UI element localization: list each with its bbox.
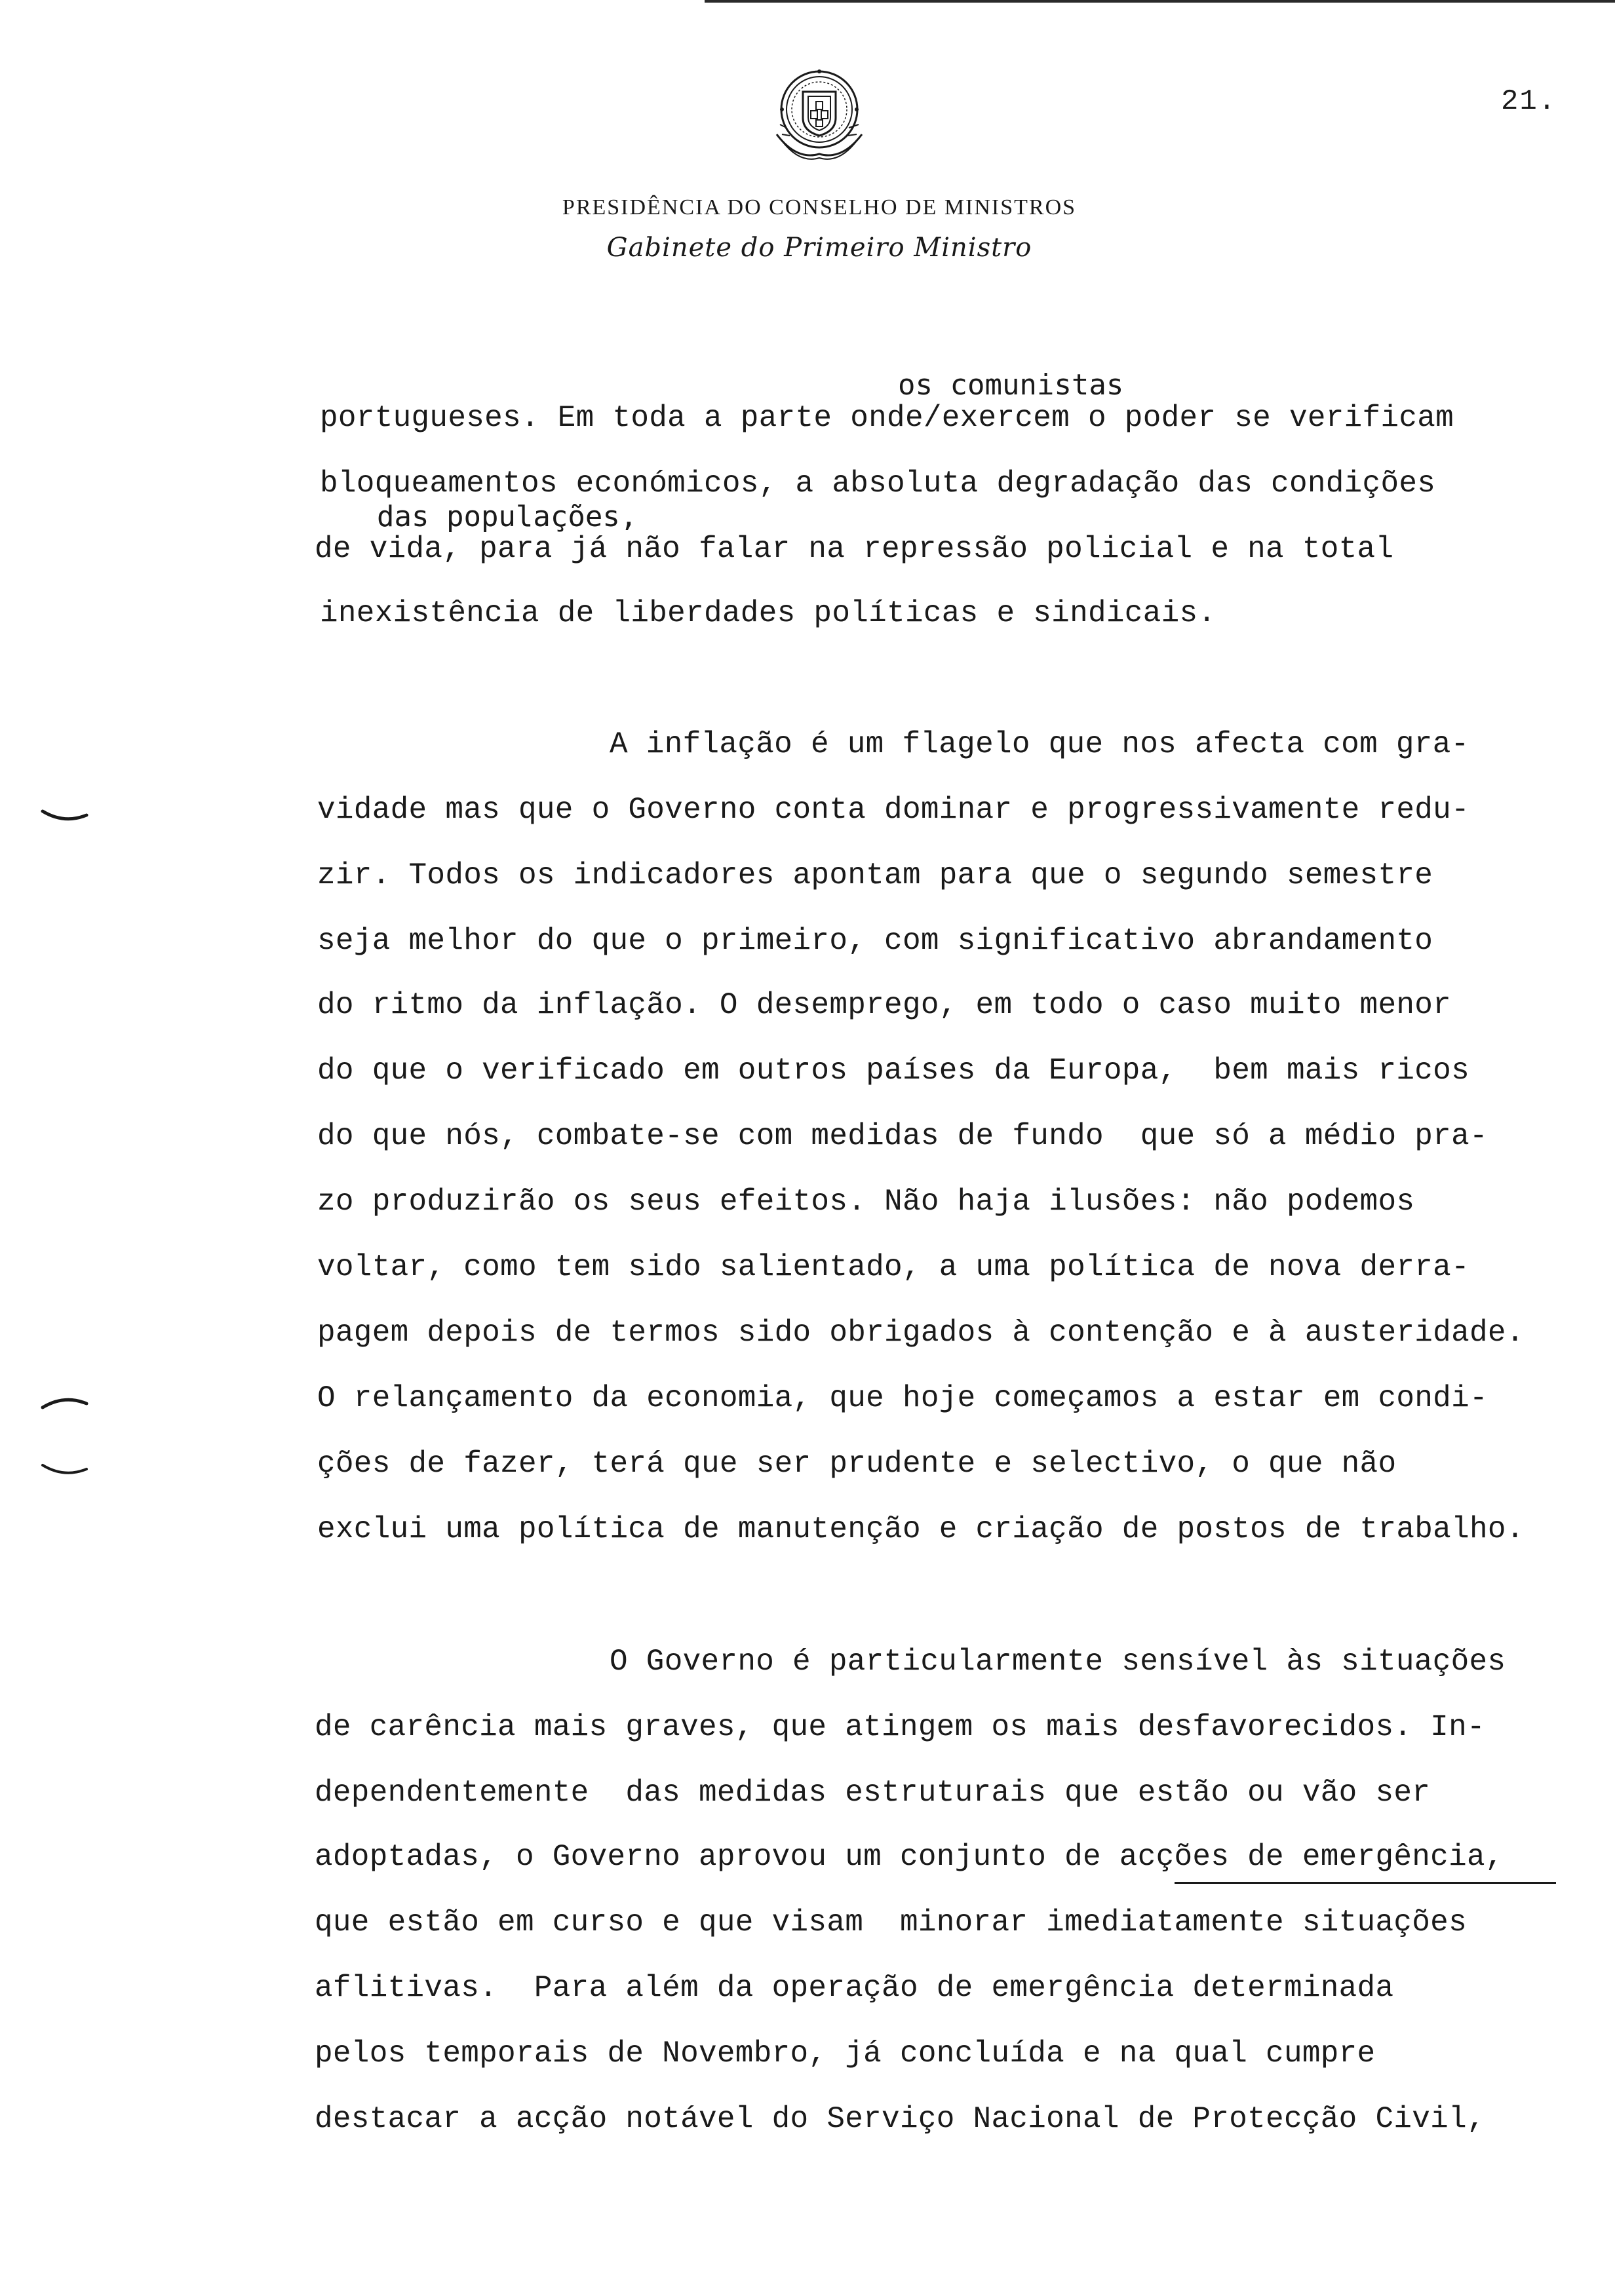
body-text-line: do que nós, combate-se com medidas de fundo que só a médio pra- <box>317 1119 1488 1153</box>
body-text-line: zo produzirão os seus efeitos. Não haja ilusões: não podemos <box>317 1185 1415 1219</box>
body-text-line: do ritmo da inflação. O desemprego, em todo o caso muito menor <box>317 988 1452 1022</box>
body-text-line: bloqueamentos económicos, a absoluta degradação das condições <box>320 467 1436 501</box>
body-text-line: do que o verificado em outros países da Europa, bem mais ricos <box>317 1054 1469 1088</box>
body-text-line: pagem depois de termos sido obrigados à contenção e à austeridade. <box>317 1316 1525 1350</box>
margin-bracket-mark <box>39 806 92 832</box>
body-text-line: seja melhor do que o primeiro, com significativo abrandamento <box>317 924 1433 958</box>
body-text-line: destacar a acção notável do Serviço Nacional de Protecção Civil, <box>315 2102 1485 2136</box>
handwritten-underline <box>1175 1882 1556 1884</box>
body-text-line: ções de fazer, terá que ser prudente e selectivo, o que não <box>317 1447 1397 1481</box>
margin-bracket-mark <box>39 1388 92 1414</box>
body-text-line: zir. Todos os indicadores apontam para que o segundo semestre <box>317 858 1433 892</box>
body-text-line: adoptadas, o Governo aprovou um conjunto de acções de emergência, <box>315 1840 1504 1874</box>
body-text-line: O relançamento da economia, que hoje começamos a estar em condi- <box>317 1381 1488 1415</box>
handwritten-insertion: das populações, <box>377 500 638 533</box>
page-number: 21. <box>1501 85 1557 118</box>
body-text-line: vidade mas que o Governo conta dominar e progressivamente redu- <box>317 793 1469 827</box>
body-text-line: inexistência de liberdades políticas e sindicais. <box>320 596 1216 630</box>
body-text-line: pelos temporais de Novembro, já concluída e na qual cumpre <box>315 2037 1376 2071</box>
margin-bracket-mark <box>39 1460 92 1486</box>
body-text-line: A inflação é um flagelo que nos afecta com gra- <box>610 727 1469 761</box>
body-text-line: exclui uma política de manutenção e criação de postos de trabalho. <box>317 1512 1525 1546</box>
body-text-line: dependentemente das medidas estruturais que estão ou vão ser <box>315 1776 1431 1810</box>
body-text-line: portugueses. Em toda a parte onde/exercem o poder se verificam <box>320 401 1454 435</box>
institution-heading: PRESIDÊNCIA DO CONSELHO DE MINISTROS <box>562 195 1077 220</box>
body-text-line: aflitivas. Para além da operação de emergência determinada <box>315 1971 1394 2005</box>
body-text-line: de carência mais graves, que atingem os mais desfavorecidos. In- <box>315 1710 1485 1744</box>
body-text-line: que estão em curso e que visam minorar imediatamente situações <box>315 1905 1467 1940</box>
cabinet-subheading: Gabinete do Primeiro Ministro <box>606 233 1032 263</box>
body-text-line: voltar, como tem sido salientado, a uma política de nova derra- <box>317 1250 1469 1284</box>
handwritten-insertion: os comunistas <box>898 368 1124 402</box>
coat-of-arms-emblem <box>764 62 875 167</box>
body-text-line: de vida, para já não falar na repressão policial e na total <box>315 532 1394 566</box>
top-border-line <box>705 0 1615 3</box>
body-text-line: O Governo é particularmente sensível às situações <box>610 1645 1506 1679</box>
